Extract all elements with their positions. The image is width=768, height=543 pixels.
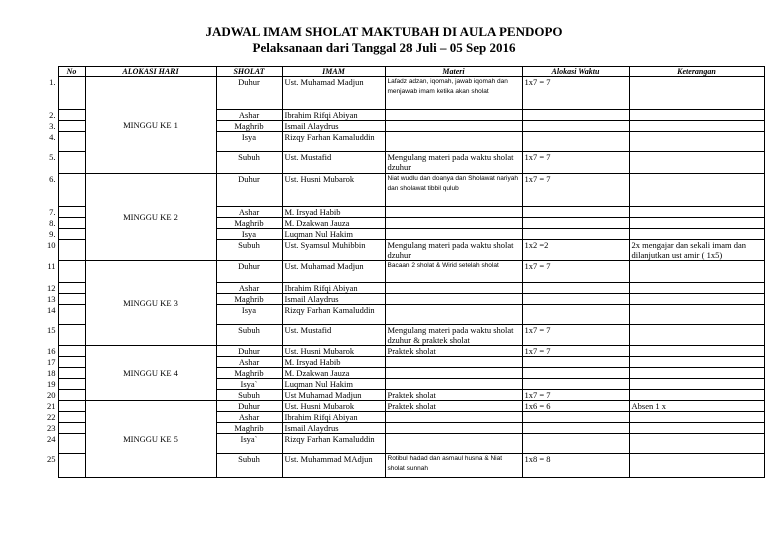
alokasi-waktu-cell	[522, 283, 629, 294]
header-keterangan: Keterangan	[629, 67, 764, 77]
header-sholat: SHOLAT	[216, 67, 282, 77]
sholat-cell: Duhur	[216, 346, 282, 357]
alokasi-waktu-cell	[522, 294, 629, 305]
row-number: 9.	[31, 229, 58, 240]
keterangan-cell	[629, 423, 764, 434]
keterangan-cell	[629, 325, 764, 346]
no-cell	[58, 412, 85, 423]
materi-cell: Mengulang materi pada waktu sholat dzuhur	[385, 240, 522, 261]
imam-cell: M. Irsyad Habib	[282, 207, 385, 218]
no-cell	[58, 229, 85, 240]
no-cell	[58, 423, 85, 434]
keterangan-cell: 2x mengajar dan sekali imam dan dilanjutkan ust amir ( 1x5)	[629, 240, 764, 261]
imam-cell: Ust. Husni Mubarok	[282, 174, 385, 207]
no-cell	[58, 110, 85, 121]
materi-cell	[385, 305, 522, 325]
row-number: 7.	[31, 207, 58, 218]
no-cell	[58, 207, 85, 218]
keterangan-cell	[629, 283, 764, 294]
sholat-cell: Isya	[216, 132, 282, 152]
row-number: 6.	[31, 174, 58, 207]
sholat-cell: Ashar	[216, 110, 282, 121]
materi-cell	[385, 121, 522, 132]
no-cell	[58, 454, 85, 478]
alokasi-waktu-cell	[522, 368, 629, 379]
materi-cell: Rotibul hadad dan asmaul husna & Niat sholat sunnah	[385, 454, 522, 478]
materi-cell	[385, 357, 522, 368]
alokasi-waktu-cell	[522, 207, 629, 218]
no-cell	[58, 121, 85, 132]
header-alokasi-hari: ALOKASI HARI	[85, 67, 216, 77]
imam-cell: Luqman Nul Hakim	[282, 379, 385, 390]
materi-cell: Mengulang materi pada waktu sholat dzuhur & praktek sholat	[385, 325, 522, 346]
row-number: 3.	[31, 121, 58, 132]
no-cell	[58, 325, 85, 346]
no-cell	[58, 294, 85, 305]
sholat-cell: Isya`	[216, 434, 282, 454]
no-cell	[58, 174, 85, 207]
keterangan-cell	[629, 121, 764, 132]
sholat-cell: Maghrib	[216, 368, 282, 379]
no-cell	[58, 261, 85, 283]
no-cell	[58, 379, 85, 390]
materi-cell	[385, 368, 522, 379]
alokasi-waktu-cell: 1x7 = 7	[522, 152, 629, 174]
alokasi-waktu-cell: 1x2 =2	[522, 240, 629, 261]
sholat-cell: Ashar	[216, 283, 282, 294]
keterangan-cell	[629, 434, 764, 454]
imam-cell: Ibrahim Rifqi Abiyan	[282, 412, 385, 423]
imam-cell: Ust. Muhammad MAdjun	[282, 454, 385, 478]
materi-cell	[385, 283, 522, 294]
row-number: 13	[31, 294, 58, 305]
imam-cell: Rizqy Farhan Kamaluddin	[282, 305, 385, 325]
imam-cell: Ust. Muhamad Madjun	[282, 261, 385, 283]
week-label: MINGGU KE 5	[85, 401, 216, 478]
keterangan-cell	[629, 357, 764, 368]
no-cell	[58, 346, 85, 357]
header-materi: Materi	[385, 67, 522, 77]
week-label: MINGGU KE 3	[85, 261, 216, 346]
row-number: 19	[31, 379, 58, 390]
alokasi-waktu-cell: 1x8 = 8	[522, 454, 629, 478]
week-label: MINGGU KE 2	[85, 174, 216, 261]
row-number: 18	[31, 368, 58, 379]
header-row	[31, 67, 764, 77]
sholat-cell: Ashar	[216, 207, 282, 218]
sholat-cell: Ashar	[216, 412, 282, 423]
keterangan-cell	[629, 152, 764, 174]
imam-cell: Ismail Alaydrus	[282, 121, 385, 132]
imam-cell: Ust. Muhamad Madjun	[282, 77, 385, 110]
alokasi-waktu-cell	[522, 110, 629, 121]
row-number: 16	[31, 346, 58, 357]
no-cell	[58, 77, 85, 110]
week-label: MINGGU KE 4	[85, 346, 216, 401]
alokasi-waktu-cell: 1x7 = 7	[522, 325, 629, 346]
sholat-cell: Subuh	[216, 454, 282, 478]
alokasi-waktu-cell: 1x7 = 7	[522, 346, 629, 357]
row-number: 20	[31, 390, 58, 401]
header-alokasi-waktu: Alokasi Waktu	[522, 67, 629, 77]
sholat-cell: Maghrib	[216, 294, 282, 305]
table-row	[31, 346, 764, 357]
keterangan-cell	[629, 261, 764, 283]
sholat-cell: Subuh	[216, 325, 282, 346]
table-row	[31, 261, 764, 283]
keterangan-cell	[629, 132, 764, 152]
sholat-cell: Ashar	[216, 357, 282, 368]
imam-cell: Ismail Alaydrus	[282, 294, 385, 305]
imam-cell: Ust. Mustafid	[282, 325, 385, 346]
imam-cell: Ust. Husni Mubarok	[282, 401, 385, 412]
no-cell	[58, 218, 85, 229]
no-cell	[58, 357, 85, 368]
imam-cell: Ibrahim Rifqi Abiyan	[282, 110, 385, 121]
sholat-cell: Duhur	[216, 261, 282, 283]
materi-cell	[385, 110, 522, 121]
materi-cell	[385, 207, 522, 218]
row-number: 4.	[31, 132, 58, 152]
no-cell	[58, 305, 85, 325]
keterangan-cell	[629, 305, 764, 325]
imam-cell: Ismail Alaydrus	[282, 423, 385, 434]
row-number: 21	[31, 401, 58, 412]
row-number: 12	[31, 283, 58, 294]
row-number: 15	[31, 325, 58, 346]
alokasi-waktu-cell	[522, 305, 629, 325]
alokasi-waktu-cell	[522, 229, 629, 240]
no-cell	[58, 132, 85, 152]
keterangan-cell	[629, 390, 764, 401]
sholat-cell: Maghrib	[216, 218, 282, 229]
row-number: 10	[31, 240, 58, 261]
materi-cell	[385, 229, 522, 240]
keterangan-cell	[629, 174, 764, 207]
row-number: 5.	[31, 152, 58, 174]
sholat-cell: Duhur	[216, 401, 282, 412]
alokasi-waktu-cell	[522, 379, 629, 390]
keterangan-cell	[629, 77, 764, 110]
row-number: 2.	[31, 110, 58, 121]
header-imam: IMAM	[282, 67, 385, 77]
imam-cell: M. Irsyad Habib	[282, 357, 385, 368]
imam-cell: Rizqy Farhan Kamaluddin	[282, 434, 385, 454]
sholat-cell: Duhur	[216, 174, 282, 207]
sholat-cell: Duhur	[216, 77, 282, 110]
row-number: 1.	[31, 77, 58, 110]
sholat-cell: Maghrib	[216, 121, 282, 132]
imam-cell: Luqman Nul Hakim	[282, 229, 385, 240]
materi-cell	[385, 423, 522, 434]
materi-cell	[385, 132, 522, 152]
no-cell	[58, 434, 85, 454]
imam-cell: Rizqy Farhan Kamaluddin	[282, 132, 385, 152]
alokasi-waktu-cell	[522, 132, 629, 152]
materi-cell	[385, 379, 522, 390]
materi-cell: Praktek sholat	[385, 401, 522, 412]
materi-cell	[385, 218, 522, 229]
alokasi-waktu-cell: 1x7 = 7	[522, 390, 629, 401]
materi-cell	[385, 412, 522, 423]
page-title: JADWAL IMAM SHOLAT MAKTUBAH DI AULA PENDOPO	[205, 24, 563, 39]
row-number: 14	[31, 305, 58, 325]
no-cell	[58, 240, 85, 261]
sholat-cell: Isya	[216, 305, 282, 325]
row-number: 24	[31, 434, 58, 454]
alokasi-waktu-cell: 1x6 = 6	[522, 401, 629, 412]
materi-cell: Mengulang materi pada waktu sholat dzuhur	[385, 152, 522, 174]
keterangan-cell	[629, 229, 764, 240]
materi-cell	[385, 294, 522, 305]
alokasi-waktu-cell: 1x7 = 7	[522, 174, 629, 207]
keterangan-cell	[629, 218, 764, 229]
imam-cell: Ust Muhamad Madjun	[282, 390, 385, 401]
keterangan-cell	[629, 379, 764, 390]
header-no: No	[58, 67, 85, 77]
page-subtitle: Pelaksanaan dari Tanggal 28 Juli – 05 Sep 2016	[252, 40, 516, 55]
table-body	[31, 77, 764, 478]
keterangan-cell	[629, 294, 764, 305]
sholat-cell: Isya`	[216, 379, 282, 390]
alokasi-waktu-cell	[522, 218, 629, 229]
keterangan-cell	[629, 207, 764, 218]
sholat-cell: Maghrib	[216, 423, 282, 434]
alokasi-waktu-cell	[522, 357, 629, 368]
imam-cell: Ust. Syamsul Muhibbin	[282, 240, 385, 261]
alokasi-waktu-cell: 1x7 = 7	[522, 261, 629, 283]
keterangan-cell	[629, 368, 764, 379]
week-label: MINGGU KE 1	[85, 77, 216, 174]
row-number: 22	[31, 412, 58, 423]
imam-cell: Ust. Mustafid	[282, 152, 385, 174]
materi-cell: Bacaan 2 sholat & Wirid setelah sholat	[385, 261, 522, 283]
materi-cell: Praktek sholat	[385, 346, 522, 357]
row-number: 8.	[31, 218, 58, 229]
sholat-cell: Isya	[216, 229, 282, 240]
imam-cell: M. Dzakwan Jauza	[282, 218, 385, 229]
table-row	[31, 77, 764, 110]
sholat-cell: Subuh	[216, 240, 282, 261]
no-cell	[58, 368, 85, 379]
alokasi-waktu-cell: 1x7 = 7	[522, 77, 629, 110]
alokasi-waktu-cell	[522, 412, 629, 423]
materi-cell	[385, 434, 522, 454]
no-cell	[58, 283, 85, 294]
schedule-table	[31, 66, 765, 478]
materi-cell: Praktek sholat	[385, 390, 522, 401]
no-cell	[58, 401, 85, 412]
imam-cell: Ibrahim Rifqi Abiyan	[282, 283, 385, 294]
materi-cell: Lafadz adzan, iqomah, jawab iqomah dan menjawab imam ketika akan sholat	[385, 77, 522, 110]
no-cell	[58, 152, 85, 174]
row-number: 17	[31, 357, 58, 368]
imam-cell: M. Dzakwan Jauza	[282, 368, 385, 379]
table-row	[31, 401, 764, 412]
imam-cell: Ust. Husni Mubarok	[282, 346, 385, 357]
alokasi-waktu-cell	[522, 121, 629, 132]
sholat-cell: Subuh	[216, 152, 282, 174]
materi-cell: Niat wudlu dan doanya dan Sholawat nariyah dan sholawat tibbil qulub	[385, 174, 522, 207]
alokasi-waktu-cell	[522, 423, 629, 434]
row-number: 25	[31, 454, 58, 478]
alokasi-waktu-cell	[522, 434, 629, 454]
row-number: 23	[31, 423, 58, 434]
table-row	[31, 174, 764, 207]
sholat-cell: Subuh	[216, 390, 282, 401]
row-number: 11	[31, 261, 58, 283]
keterangan-cell	[629, 454, 764, 478]
no-cell	[58, 390, 85, 401]
keterangan-cell	[629, 110, 764, 121]
keterangan-cell	[629, 346, 764, 357]
keterangan-cell: Absen 1 x	[629, 401, 764, 412]
keterangan-cell	[629, 412, 764, 423]
